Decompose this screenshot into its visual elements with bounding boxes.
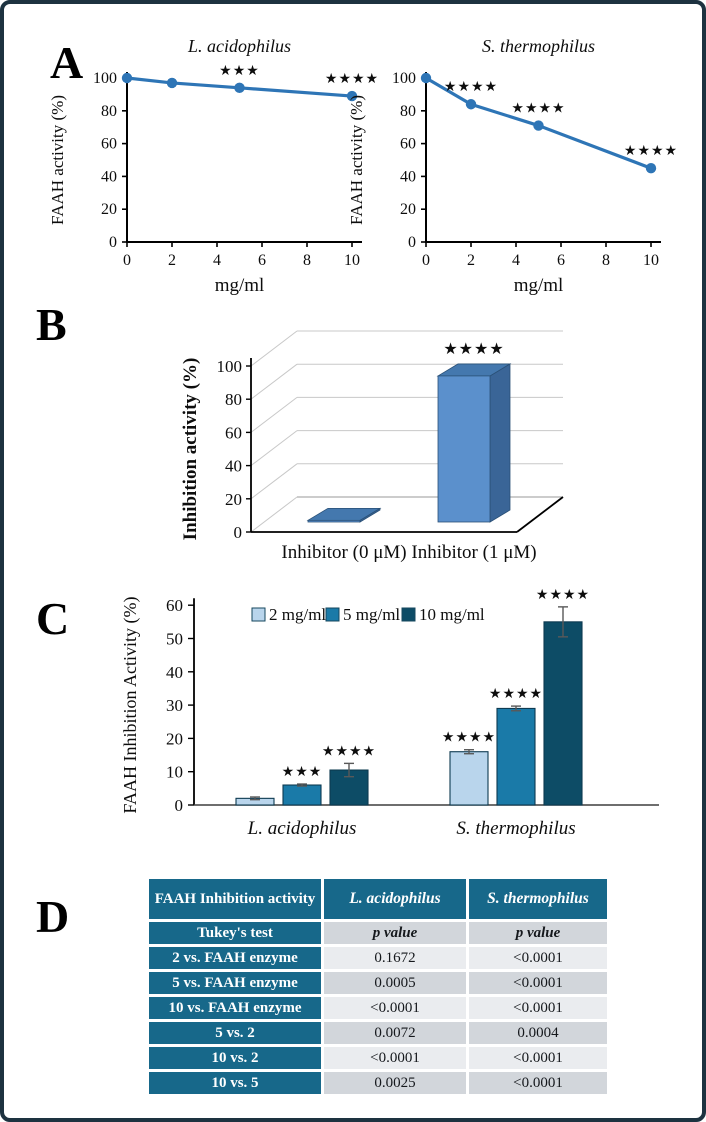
- significance-stars: ★★★: [219, 63, 260, 79]
- gridline-connector: [251, 331, 297, 366]
- x-tick-label: 10: [643, 252, 659, 269]
- row-label: Tukey's test: [149, 922, 321, 944]
- y-axis-label: FAAH activity (%): [48, 95, 67, 225]
- y-tick-label: 60: [101, 135, 117, 153]
- data-point: [466, 99, 476, 109]
- pvalue-cell: 0.0004: [469, 1022, 607, 1044]
- y-tick-label: 100: [93, 70, 117, 87]
- significance-stars: ★★★★: [511, 101, 566, 117]
- y-tick-label: 10: [166, 762, 183, 782]
- legend-label: 10 mg/ml: [419, 605, 485, 624]
- table-header-species: L. acidophilus: [324, 879, 466, 919]
- x-tick-label: 10: [344, 252, 360, 269]
- category-label: Inhibitor (0 μM): [281, 542, 407, 563]
- category-label: Inhibitor (1 μM): [411, 542, 537, 563]
- significance-stars: ★★★★: [488, 687, 544, 703]
- line-chart-s-thermophilus: [342, 30, 679, 298]
- floor-right-edge: [517, 497, 563, 532]
- bar: [283, 785, 321, 805]
- y-tick-label: 60: [166, 596, 183, 616]
- y-tick-label: 0: [109, 234, 117, 251]
- panel-d-letter: D: [36, 891, 70, 942]
- row-label: 10 vs. FAAH enzyme: [149, 997, 321, 1019]
- row-label: 5 vs. FAAH enzyme: [149, 972, 321, 994]
- pvalue-cell: <0.0001: [469, 1072, 607, 1094]
- y-tick-label: 100: [216, 357, 242, 376]
- legend-label: 5 mg/ml: [343, 605, 401, 624]
- pvalue-cell: <0.0001: [469, 947, 607, 969]
- x-tick-label: 8: [602, 252, 610, 269]
- y-tick-label: 60: [400, 135, 416, 153]
- bar3d-chart-inhibitor: [59, 300, 619, 586]
- y-tick-label: 50: [166, 629, 183, 649]
- significance-stars: ★★★★: [441, 730, 497, 746]
- bar-side-face: [490, 364, 510, 522]
- y-tick-label: 80: [101, 102, 117, 120]
- chart-title: L. acidophilus: [187, 36, 292, 56]
- x-tick-label: 6: [258, 252, 266, 269]
- y-tick-label: 20: [225, 489, 242, 509]
- pvalue-cell: <0.0001: [469, 997, 607, 1019]
- bar-front-face: [308, 520, 360, 522]
- grouped-bar-chart-inhibition: [44, 580, 699, 872]
- data-point: [646, 163, 656, 173]
- stats-table-body: [149, 922, 607, 1094]
- pvalue-cell: 0.0025: [324, 1072, 466, 1094]
- y-axis-label: FAAH activity (%): [347, 95, 366, 225]
- pvalue-cell: 0.0005: [324, 972, 466, 994]
- y-tick-label: 80: [225, 390, 242, 410]
- y-axis-label: FAAH Inhibition Activity (%): [120, 596, 140, 814]
- y-tick-label: 20: [400, 201, 416, 219]
- chart-title: S. thermophilus: [481, 36, 596, 56]
- significance-stars: ★★★★: [535, 587, 591, 603]
- x-axis-label: mg/ml: [214, 275, 265, 296]
- pvalue-header-cell: p value: [469, 922, 607, 944]
- table-row: [149, 972, 607, 994]
- y-tick-label: 40: [225, 456, 242, 476]
- floor-left-edge: [251, 497, 297, 532]
- y-tick-label: 20: [166, 729, 183, 749]
- pvalue-header-cell: p value: [324, 922, 466, 944]
- y-tick-label: 40: [101, 168, 117, 186]
- table-row: [149, 1047, 607, 1069]
- y-tick-label: 0: [174, 796, 183, 815]
- panel-a-letter: A: [50, 37, 84, 88]
- significance-stars: ★★★★: [321, 744, 377, 760]
- significance-stars: ★★★★: [443, 80, 499, 96]
- pvalue-cell: <0.0001: [324, 1047, 466, 1069]
- significance-stars: ★★★: [281, 765, 323, 781]
- y-tick-label: 60: [225, 423, 242, 443]
- pvalue-cell: <0.0001: [324, 997, 466, 1019]
- legend-swatch: [402, 608, 415, 621]
- bar-front-face: [438, 376, 490, 522]
- data-point: [533, 120, 543, 130]
- x-tick-label: 8: [303, 252, 311, 269]
- table-row: [149, 1072, 607, 1094]
- table-header-row: [149, 879, 607, 919]
- bar: [544, 622, 582, 805]
- y-tick-label: 40: [400, 168, 416, 186]
- data-point: [234, 83, 244, 93]
- x-tick-label: 4: [213, 252, 221, 269]
- bar: [497, 708, 535, 805]
- x-tick-label: 0: [422, 252, 430, 269]
- bar-top-face: [308, 508, 380, 520]
- y-tick-label: 30: [166, 696, 183, 716]
- x-tick-label: 4: [512, 252, 520, 269]
- tukey-stats-table: [146, 876, 610, 1097]
- y-tick-label: 0: [233, 523, 242, 542]
- y-axis-label: Inhibition activity (%): [180, 357, 201, 541]
- table-row: [149, 1022, 607, 1044]
- gridline-connector: [251, 364, 297, 399]
- row-label: 5 vs. 2: [149, 1022, 321, 1044]
- significance-stars: ★★★★: [324, 72, 380, 88]
- gridline-connector: [251, 464, 297, 499]
- x-axis-label: mg/ml: [513, 275, 564, 296]
- category-label: L. acidophilus: [247, 818, 357, 839]
- y-tick-label: 80: [400, 102, 416, 120]
- pvalue-cell: 0.1672: [324, 947, 466, 969]
- gridline-connector: [251, 397, 297, 432]
- y-tick-label: 20: [101, 201, 117, 219]
- legend-label: 2 mg/ml: [269, 605, 327, 624]
- pvalue-cell: <0.0001: [469, 1047, 607, 1069]
- row-label: 10 vs. 5: [149, 1072, 321, 1094]
- row-label: 10 vs. 2: [149, 1047, 321, 1069]
- gridline-connector: [251, 431, 297, 466]
- data-point: [167, 78, 177, 88]
- significance-stars: ★★★★: [443, 340, 505, 358]
- x-tick-label: 2: [168, 252, 176, 269]
- table-header-species: S. thermophilus: [469, 879, 607, 919]
- significance-stars: ★★★★: [623, 144, 679, 160]
- table-row: [149, 922, 607, 944]
- x-tick-label: 2: [467, 252, 475, 269]
- y-tick-label: 40: [166, 662, 183, 682]
- category-label: S. thermophilus: [456, 818, 576, 839]
- stats-table-header: [149, 879, 607, 919]
- x-tick-label: 0: [123, 252, 131, 269]
- line-chart-l-acidophilus: [43, 30, 380, 298]
- panel-c-letter: C: [36, 593, 70, 644]
- table-header-activity: FAAH Inhibition activity: [149, 879, 321, 919]
- pvalue-cell: 0.0072: [324, 1022, 466, 1044]
- table-row: [149, 947, 607, 969]
- data-point: [122, 73, 132, 83]
- bar: [450, 752, 488, 805]
- legend-swatch: [252, 608, 265, 621]
- y-tick-label: 100: [392, 70, 416, 87]
- row-label: 2 vs. FAAH enzyme: [149, 947, 321, 969]
- pvalue-cell: <0.0001: [469, 972, 607, 994]
- data-point: [421, 73, 431, 83]
- table-row: [149, 997, 607, 1019]
- x-tick-label: 6: [557, 252, 565, 269]
- legend-swatch: [326, 608, 339, 621]
- panel-b-letter: B: [36, 299, 67, 350]
- y-tick-label: 0: [408, 234, 416, 251]
